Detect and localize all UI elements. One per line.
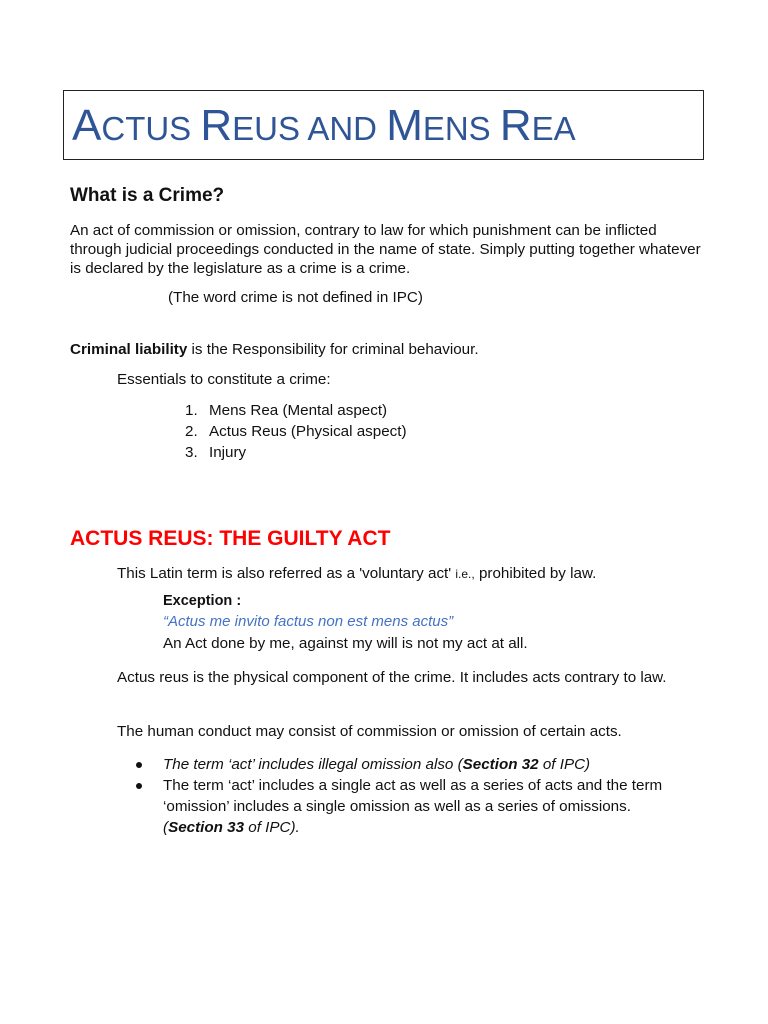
crime-note: (The word crime is not defined in IPC) (168, 289, 423, 306)
page-title: ACTUS REUS AND MENS REA (72, 101, 576, 150)
bullet-icon (136, 783, 142, 789)
essentials-list (165, 400, 407, 463)
list-item: 2. Actus Reus (Physical aspect) (185, 423, 407, 440)
liability-rest: is the Responsibility for criminal behaviour. (187, 341, 479, 358)
liability-paragraph (70, 340, 479, 359)
physical-paragraph: Actus reus is the physical component of the crime. It includes acts contrary to law. (117, 669, 667, 686)
list-item: 3. Injury (185, 444, 247, 461)
terms-list (117, 754, 687, 838)
list-item: 1. Mens Rea (Mental aspect) (185, 402, 388, 419)
bullet-icon (136, 762, 142, 768)
title-box (63, 90, 704, 160)
list-item: The term ‘act’ includes illegal omission also (Section 32 of IPC) (117, 754, 687, 775)
crime-definition: An act of commission or omission, contrary to law for which punishment can be inflicted through judicial proceedings conducted in the name of state. Simply putting together whatever is declared by the legislature as a crime is a crime. (70, 222, 701, 277)
actus-heading: ACTUS REUS: THE GUILTY ACT (70, 527, 391, 550)
exception-translation: An Act done by me, against my will is not my act at all. (163, 635, 528, 652)
liability-term: Criminal liability (70, 341, 188, 358)
exception-label: Exception : (163, 593, 242, 609)
exception-quote: “Actus me invito factus non est mens actus” (163, 613, 454, 630)
list-item: The term ‘act’ includes a single act as well as a series of acts and the term ‘omission’ includes a single omission as well as a series of omissions. (Section 33 of IPC). (117, 775, 687, 838)
crime-heading: What is a Crime? (70, 185, 225, 206)
latin-paragraph: This Latin term is also referred as a 'voluntary act' i.e., prohibited by law. (117, 565, 597, 582)
conduct-paragraph: The human conduct may consist of commission or omission of certain acts. (117, 723, 622, 740)
essentials-intro: Essentials to constitute a crime: (117, 371, 331, 388)
